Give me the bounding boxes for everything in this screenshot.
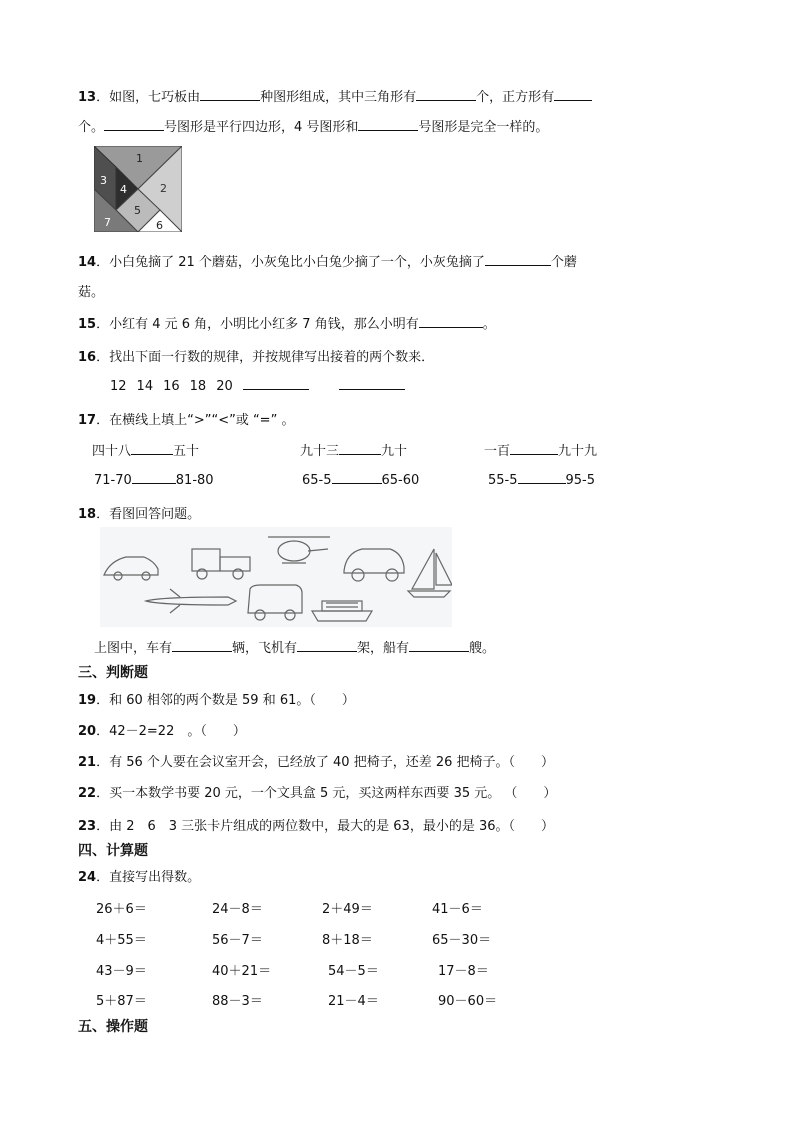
calc-item: 26＋6＝ bbox=[96, 902, 147, 917]
answer-blank[interactable] bbox=[358, 118, 418, 131]
answer-blank[interactable] bbox=[416, 88, 476, 101]
tangram-figure bbox=[94, 146, 182, 232]
answer-blank[interactable] bbox=[172, 639, 232, 652]
sequence-number: 18 bbox=[189, 379, 207, 394]
calc-item: 17－8＝ bbox=[438, 964, 489, 979]
calc-item: 40＋21＝ bbox=[212, 964, 272, 979]
vehicles-picture bbox=[100, 527, 452, 627]
question-16: 16．找出下面一行数的规律，并按规律写出接着的两个数来． bbox=[78, 350, 435, 365]
answer-blank[interactable] bbox=[510, 442, 558, 455]
tangram-label: 5 bbox=[134, 204, 141, 217]
calc-item: 65－30＝ bbox=[432, 933, 492, 948]
calc-item: 24－8＝ bbox=[212, 902, 263, 917]
answer-blank[interactable] bbox=[339, 377, 405, 390]
judge-item: 20．42－2=22 。（ ） bbox=[78, 724, 246, 739]
question-number: 13 bbox=[78, 90, 97, 105]
calc-item: 43－9＝ bbox=[96, 964, 147, 979]
compare-item: 一百 九十九 bbox=[484, 444, 598, 459]
answer-blank[interactable] bbox=[554, 88, 592, 101]
question-18: 18．看图回答问题。 bbox=[78, 507, 201, 522]
compare-item: 四十八 五十 bbox=[92, 444, 200, 459]
compare-item: 65-5 65-60 bbox=[302, 473, 420, 488]
judge-item: 19．和 60 相邻的两个数是 59 和 61。（ ） bbox=[78, 693, 355, 708]
tangram-label: 1 bbox=[136, 152, 143, 165]
calc-item: 8＋18＝ bbox=[322, 933, 373, 948]
calc-item: 88－3＝ bbox=[212, 994, 263, 1009]
question-13-line1: 13．如图，七巧板由 种图形组成，其中三角形有 个，正方形有 bbox=[78, 86, 592, 105]
compare-item: 九十三 九十 bbox=[300, 444, 408, 459]
compare-item: 71-70 81-80 bbox=[94, 473, 214, 488]
calc-item: 41－6＝ bbox=[432, 902, 483, 917]
question-14-line2: 菇。 bbox=[78, 285, 105, 300]
answer-blank[interactable] bbox=[339, 442, 381, 455]
calc-item: 56－7＝ bbox=[212, 933, 263, 948]
tangram-label: 6 bbox=[156, 219, 163, 232]
answer-blank[interactable] bbox=[132, 471, 176, 484]
answer-blank[interactable] bbox=[332, 471, 382, 484]
sequence-number: 14 bbox=[136, 379, 154, 394]
question-14-line1: 14．小白兔摘了 21 个蘑菇，小灰兔比小白兔少摘了一个，小灰兔摘了 个蘑 bbox=[78, 255, 577, 270]
question-24: 24．直接写出得数。 bbox=[78, 870, 201, 885]
calc-item: 4＋55＝ bbox=[96, 933, 147, 948]
sequence-number: 20 bbox=[216, 379, 233, 394]
judge-item: 22．买一本数学书要 20 元，一个文具盒 5 元，买这两样东西要 35 元。 （ ） bbox=[78, 786, 557, 801]
tangram-label: 4 bbox=[120, 183, 127, 196]
answer-blank[interactable] bbox=[243, 377, 309, 390]
question-17: 17．在横线上填上“>”“<”或 “=” 。 bbox=[78, 413, 295, 428]
answer-blank[interactable] bbox=[131, 442, 173, 455]
answer-blank[interactable] bbox=[485, 253, 551, 266]
tangram-label: 3 bbox=[100, 174, 107, 187]
tangram-label: 2 bbox=[160, 182, 167, 195]
question-18-answer: 上图中，车有 辆，飞机有 架，船有 艘。 bbox=[94, 641, 496, 656]
judge-item: 23．由 2 6 3 三张卡片组成的两位数中，最大的是 63，最小的是 36。（ ） bbox=[78, 819, 555, 834]
question-15: 15．小红有 4 元 6 角，小明比小红多 7 角钱，那么小明有 。 bbox=[78, 317, 496, 332]
compare-item: 55-5 95-5 bbox=[488, 473, 596, 488]
number-sequence bbox=[110, 377, 415, 394]
answer-blank[interactable] bbox=[297, 639, 357, 652]
answer-blank[interactable] bbox=[419, 315, 483, 328]
calc-item: 21－4＝ bbox=[328, 994, 379, 1009]
section-heading: 五、操作题 bbox=[78, 1019, 148, 1035]
sequence-number: 16 bbox=[163, 379, 180, 394]
question-13-line2: 个。 号图形是平行四边形，4 号图形和 号图形是完全一样的。 bbox=[78, 120, 549, 135]
section-heading: 四、计算题 bbox=[78, 843, 148, 859]
sequence-number: 12 bbox=[110, 379, 127, 394]
calc-item: 2＋49＝ bbox=[322, 902, 373, 917]
answer-blank[interactable] bbox=[518, 471, 566, 484]
section-heading: 三、判断题 bbox=[78, 665, 148, 681]
answer-blank[interactable] bbox=[200, 88, 260, 101]
answer-blank[interactable] bbox=[409, 639, 469, 652]
calc-item: 54－5＝ bbox=[328, 964, 379, 979]
tangram-label: 7 bbox=[104, 216, 111, 229]
calc-item: 5＋87＝ bbox=[96, 994, 147, 1009]
calc-item: 90－60＝ bbox=[438, 994, 498, 1009]
judge-item: 21．有 56 个人要在会议室开会，已经放了 40 把椅子，还差 26 把椅子。（ ） bbox=[78, 755, 555, 770]
answer-blank[interactable] bbox=[104, 118, 164, 131]
